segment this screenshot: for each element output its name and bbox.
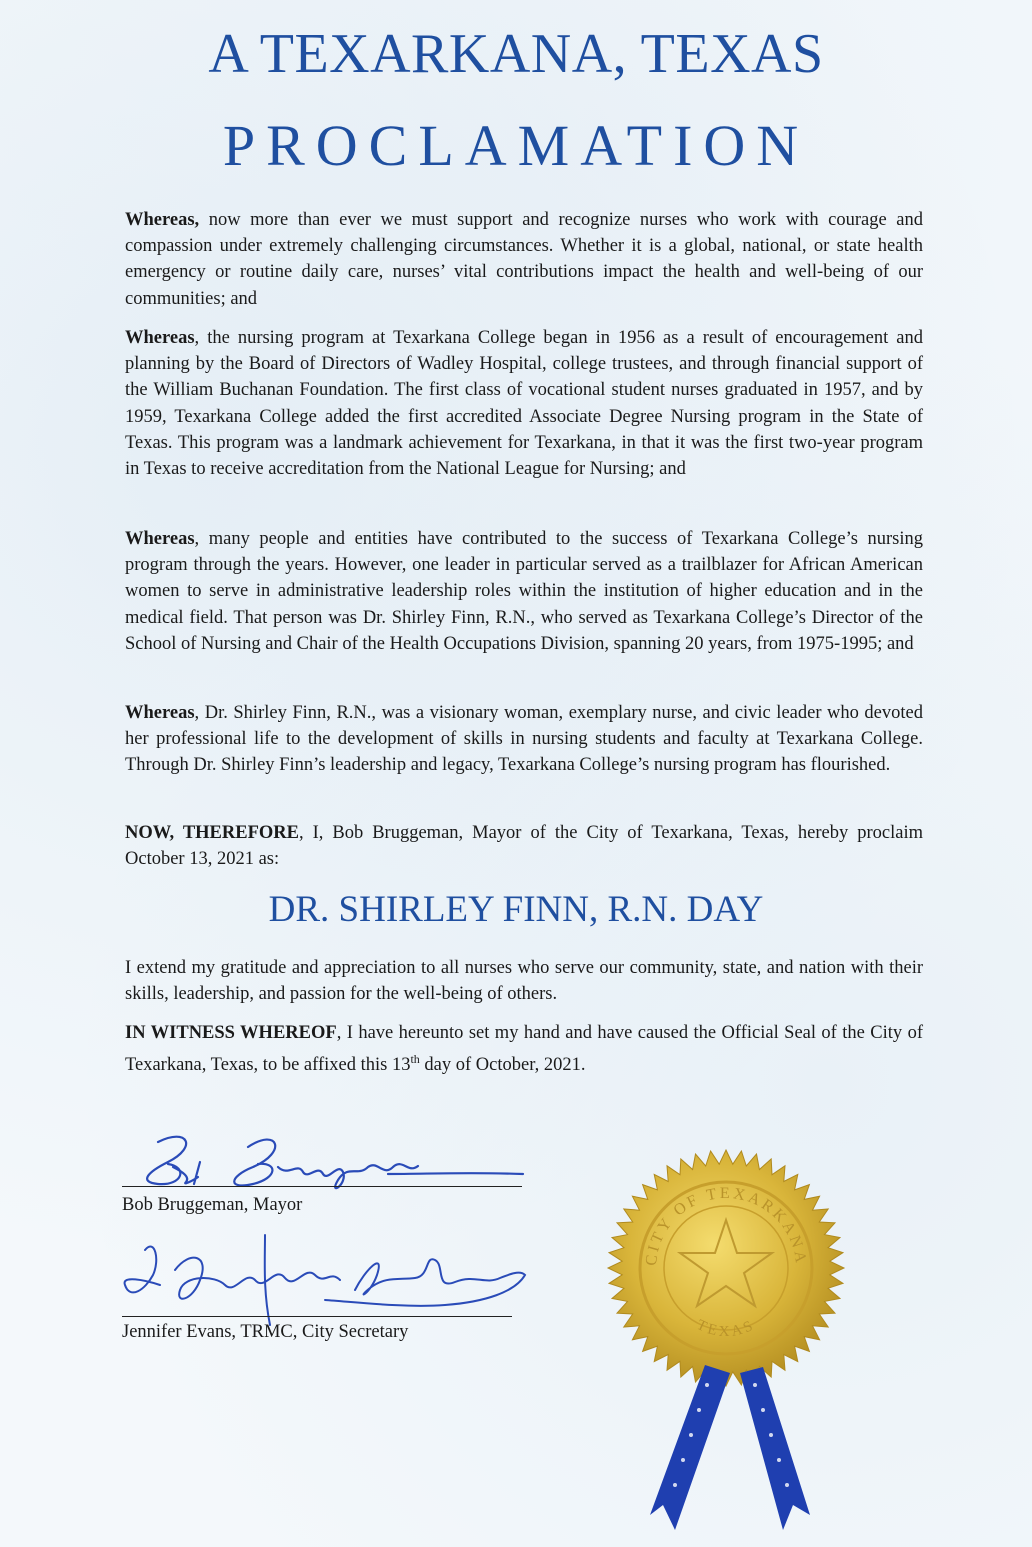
whereas-paragraph-2 — [125, 325, 923, 482]
title-line-2: PROCLAMATION — [222, 113, 810, 178]
secretary-signature — [115, 1230, 535, 1330]
therefore-paragraph — [125, 820, 923, 872]
therefore-lead: NOW, THEREFORE — [125, 823, 299, 843]
seal-ring-text-bottom: TEXAS — [694, 1316, 758, 1341]
honoree-day-title: DR. SHIRLEY FINN, R.N. DAY — [268, 889, 764, 930]
paragraph-text: , many people and entities have contributed to the success of Texarkana College’s nursing program through the years. However, one leader in particular served as a trailblazer for African American women to serve in administrative leadership roles within the institution of higher education and in the medical field. That person was Dr. Shirley Finn, R.N., who served as Texarkana College’s Director of the School of Nursing and Chair of the Health Occupations Division, spanning 20 years, from 1975-1995; and — [125, 529, 923, 654]
mayor-caption: Bob Bruggeman, Mayor — [122, 1195, 303, 1215]
witness-lead: IN WITNESS WHEREOF — [125, 1023, 337, 1043]
paragraph-text: , I, Bob Bruggeman, Mayor of the City of Texarkana, Texas, hereby proclaim October 13, 2021 as: — [125, 823, 923, 870]
whereas-paragraph-1 — [125, 207, 923, 312]
whereas-lead: Whereas — [125, 703, 195, 723]
city-seal — [606, 1148, 846, 1388]
secretary-caption: Jennifer Evans, TRMC, City Secretary — [122, 1322, 409, 1342]
whereas-paragraph-3 — [125, 526, 923, 657]
paragraph-text: , Dr. Shirley Finn, R.N., was a visionary woman, exemplary nurse, and civic leader who devoted her professional life to the development of skills in nursing students and faculty at Texarkana College. Through Dr. Shirley Finn’s leadership and legacy, Texarkana College’s nursing program has flourished. — [125, 703, 923, 776]
whereas-lead: Whereas — [125, 529, 195, 549]
mayor-signature-line — [122, 1186, 522, 1187]
paragraph-text: I extend my gratitude and appreciation to all nurses who serve our community, state, and nation with their skills, leadership, and passion for the well-being of others. — [125, 958, 923, 1005]
title-line-1: A TEXARKANA, TEXAS — [208, 23, 824, 85]
paragraph-text: , I have hereunto set my hand and have caused the Official Seal of the City of Texarkana, Texas, to be affixed this 13 — [125, 1023, 924, 1076]
witness-paragraph — [125, 1020, 923, 1079]
seal-ribbon — [645, 1365, 815, 1535]
paragraph-text: now more than ever we must support and recognize nurses who work with courage and compassion under extremely challenging circumstances. Whether it is a global, national, or state health emergency or routine daily care, nurses’ vital contributions impact the health and well-being of our communities; and — [125, 210, 923, 309]
paragraph-text: day of October, 2021. — [419, 1055, 586, 1076]
whereas-lead: Whereas — [125, 328, 195, 348]
seal-ring-text-top: CITY OF TEXARKANA — [642, 1184, 810, 1267]
whereas-paragraph-4 — [125, 700, 923, 779]
gratitude-paragraph — [125, 955, 923, 1007]
ordinal-suffix: th — [410, 1052, 420, 1067]
secretary-signature-line — [122, 1316, 512, 1317]
paragraph-text: , the nursing program at Texarkana College began in 1956 as a result of encouragement and planning by the Board of Directors of Wadley Hospital, college trustees, and through financial support of the William Buchanan Foundation. The first class of vocational student nurses graduated in 1957, and by 1959, Texarkana College added the first accredited Associate Degree Nursing program in the State of Texas. This program was a landmark achievement for Texarkana, in that it was the first two-year program in Texas to receive accreditation from the National League for Nursing; and — [125, 328, 923, 480]
whereas-lead: Whereas, — [125, 210, 200, 230]
